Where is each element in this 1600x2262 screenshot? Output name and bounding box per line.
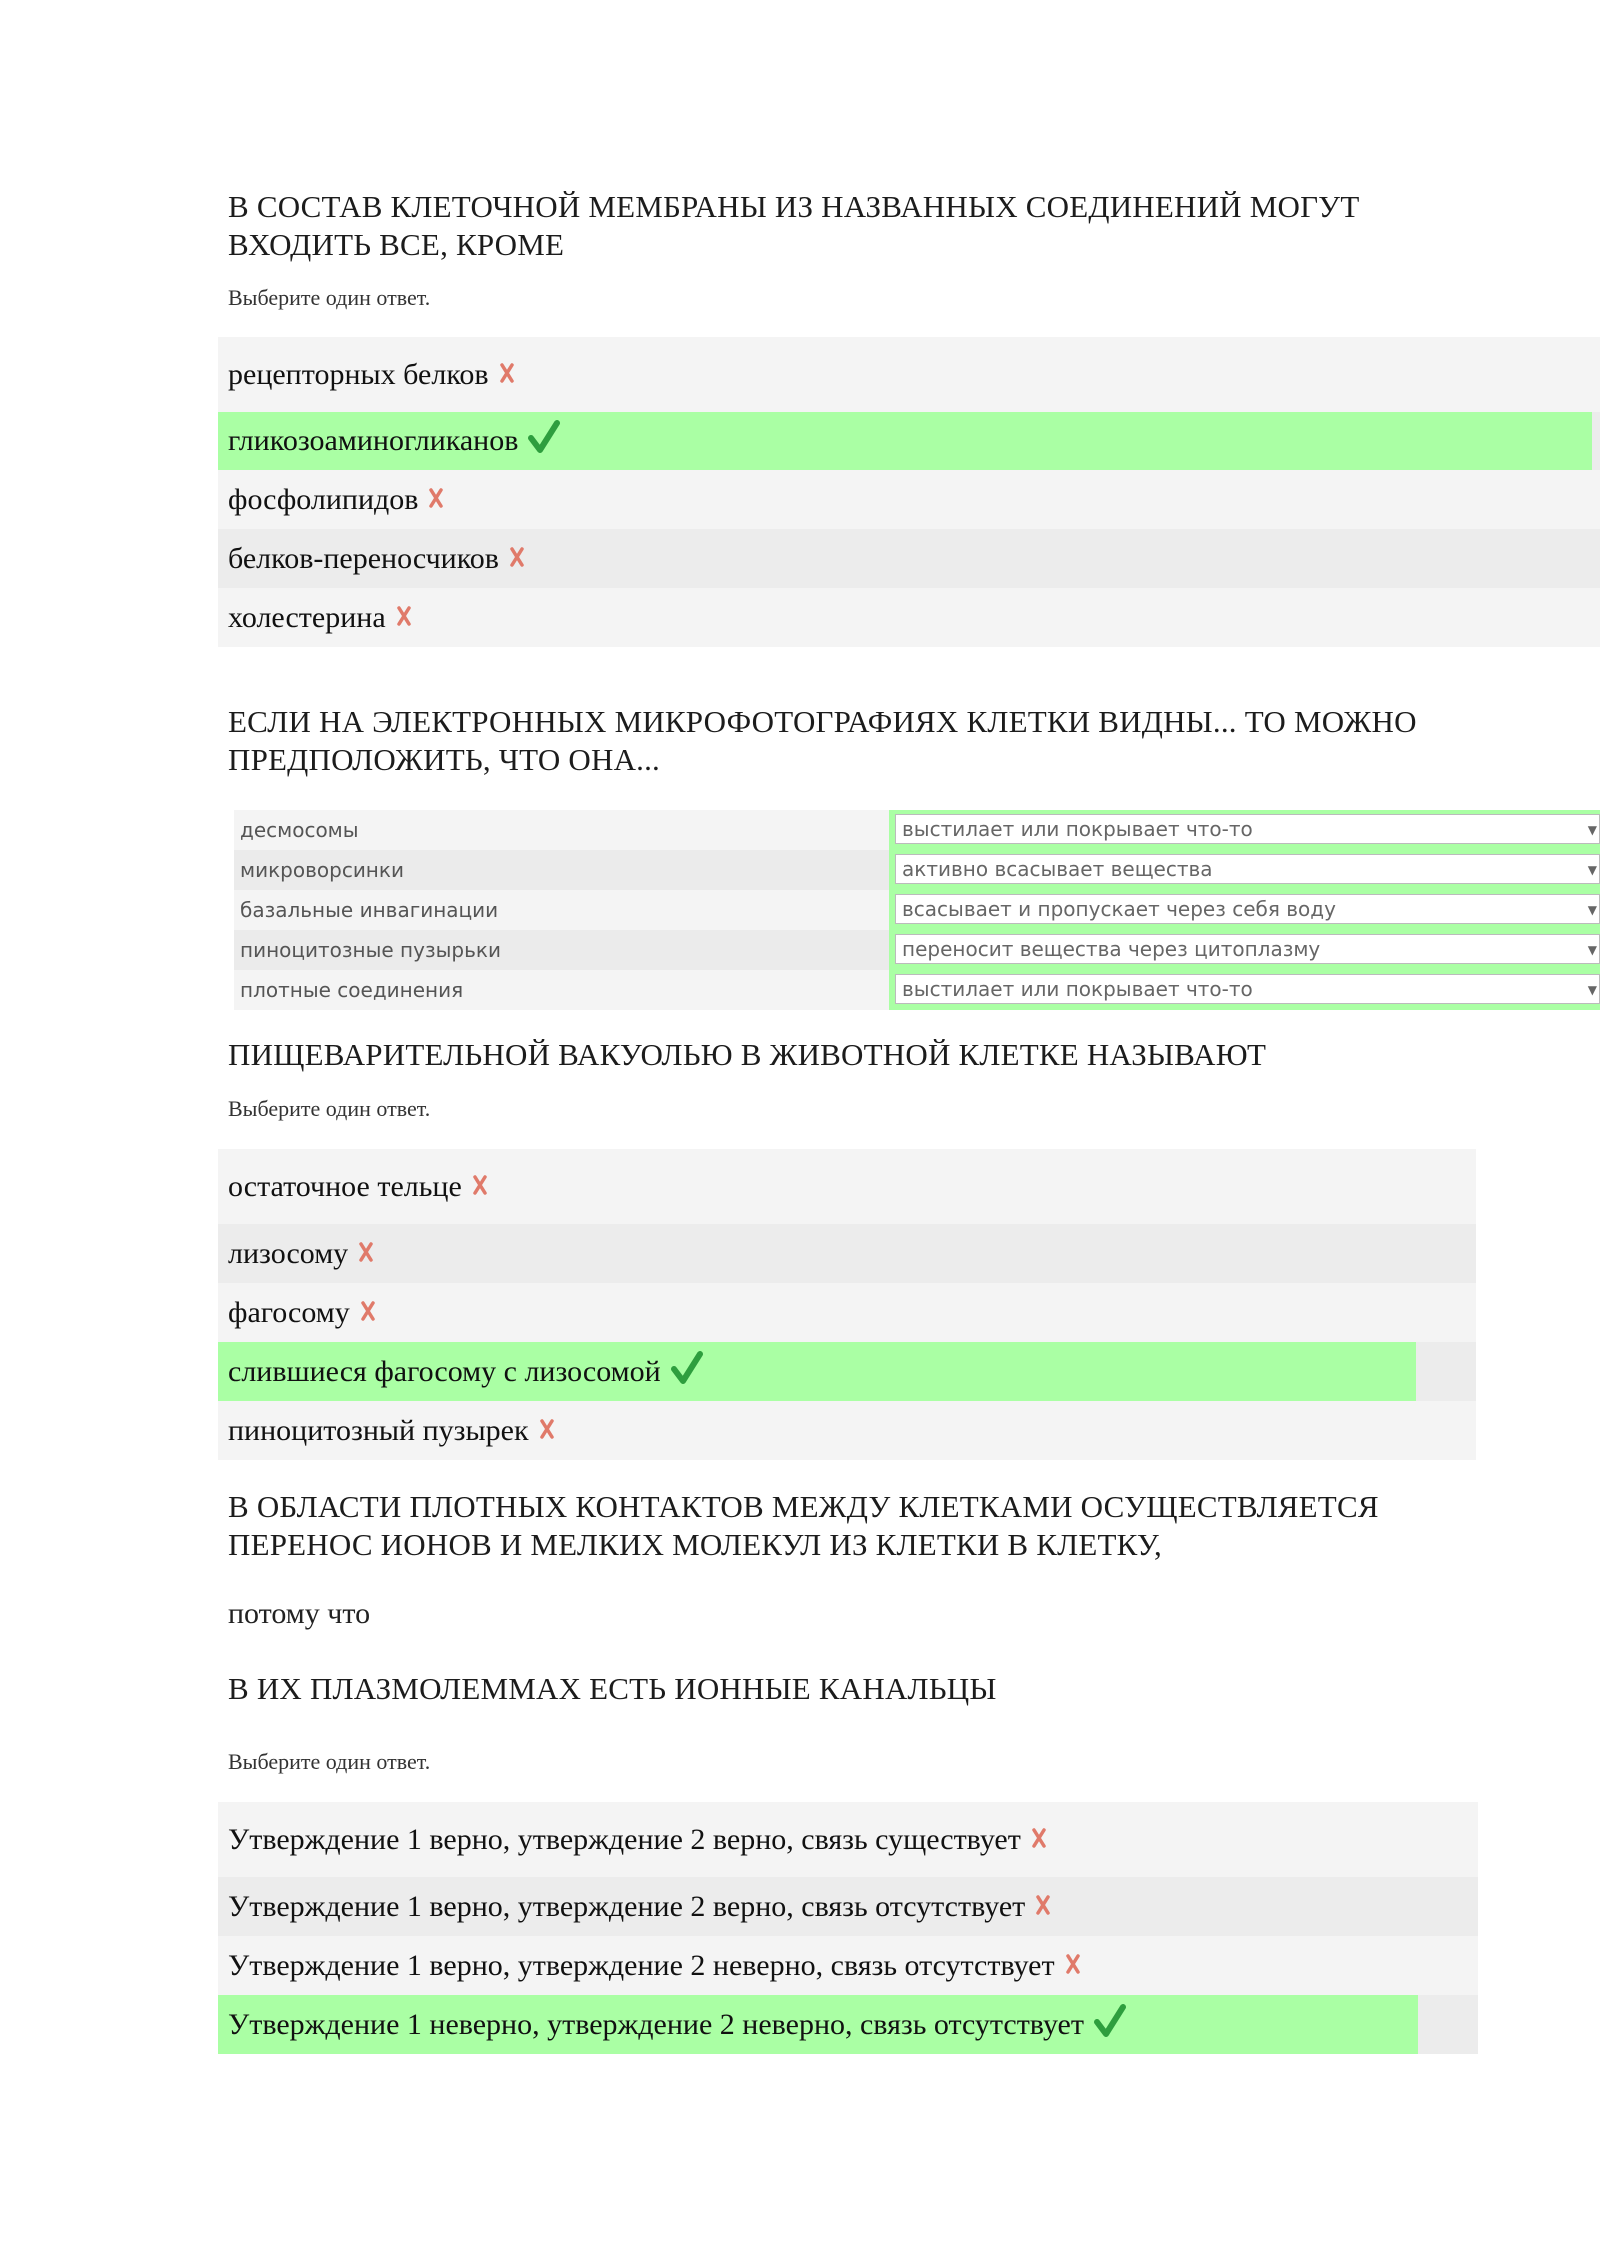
matching-select[interactable] (895, 894, 1600, 924)
answer-option[interactable] (218, 1936, 1478, 1995)
dropdown-arrow-icon: ▼ (1587, 943, 1597, 957)
cross-icon (472, 1170, 488, 1204)
answer-option[interactable] (218, 588, 1600, 647)
check-icon (671, 1351, 703, 1393)
matching-select[interactable] (895, 974, 1600, 1004)
question-3-title: ПИЩЕВАРИТЕЛЬНОЙ ВАКУОЛЬЮ В ЖИВОТНОЙ КЛЕТКЕ НАЗЫВАЮТ (228, 1037, 1267, 1072)
question-2-title-line-1: ЕСЛИ НА ЭЛЕКТРОННЫХ МИКРОФОТОГРАФИЯХ КЛЕТКИ ВИДНЫ... ТО МОЖНО (228, 704, 1417, 739)
question-2-title (228, 703, 1417, 779)
matching-select-value: всасывает и пропускает через себя воду (902, 897, 1336, 921)
cross-icon (360, 1296, 376, 1330)
answer-option[interactable] (218, 1802, 1478, 1877)
matching-table (234, 810, 1600, 1010)
answer-option-label: слившиеся фагосому с лизосомой (228, 1354, 661, 1388)
answer-option[interactable] (218, 1224, 1476, 1283)
question-2-title-line-2: ПРЕДПОЛОЖИТЬ, ЧТО ОНА... (228, 742, 661, 777)
question-1-title (228, 188, 1359, 264)
answer-option-label: фагосому (228, 1295, 350, 1329)
dropdown-arrow-icon: ▼ (1587, 863, 1597, 877)
question-4-title-line-2: ПЕРЕНОС ИОНОВ И МЕЛКИХ МОЛЕКУЛ ИЗ КЛЕТКИ В КЛЕТКУ, (228, 1527, 1162, 1562)
check-icon (1094, 2004, 1126, 2046)
matching-select[interactable] (895, 814, 1600, 844)
matching-select-value: переносит вещества через цитоплазму (902, 937, 1321, 961)
question-4-because: потому что (228, 1597, 371, 1630)
cross-icon (396, 601, 412, 635)
matching-row-label: микроворсинки (240, 858, 404, 882)
answer-option[interactable] (218, 529, 1600, 588)
answer-option[interactable] (218, 1283, 1476, 1342)
matching-select-correct-highlight (889, 890, 1600, 930)
answer-option-label: Утверждение 1 верно, утверждение 2 верно, связь существует (228, 1822, 1021, 1856)
matching-row (234, 930, 1600, 970)
question-1-options (218, 337, 1600, 647)
question-4-hint: Выберите один ответ. (228, 1749, 431, 1774)
matching-row (234, 810, 1600, 850)
matching-row-label: плотные соединения (240, 978, 464, 1002)
question-3-hint: Выберите один ответ. (228, 1096, 431, 1121)
cross-icon (509, 542, 525, 576)
question-4-title (228, 1488, 1379, 1564)
matching-select[interactable] (895, 854, 1600, 884)
matching-row (234, 890, 1600, 930)
matching-select-correct-highlight (889, 810, 1600, 850)
answer-option-label: холестерина (228, 600, 386, 634)
cross-icon (428, 483, 444, 517)
question-1-title-line-1: В СОСТАВ КЛЕТОЧНОЙ МЕМБРАНЫ ИЗ НАЗВАННЫХ СОЕДИНЕНИЙ МОГУТ (228, 189, 1360, 224)
dropdown-arrow-icon: ▼ (1587, 823, 1597, 837)
matching-select-value: выстилает или покрывает что-то (902, 977, 1253, 1001)
answer-option-label: Утверждение 1 верно, утверждение 2 неверно, связь отсутствует (228, 1948, 1055, 1982)
answer-option[interactable] (218, 1149, 1476, 1224)
cross-icon (499, 358, 515, 392)
matching-select-correct-highlight (889, 850, 1600, 890)
answer-option[interactable] (218, 1401, 1476, 1460)
answer-option-correct[interactable] (218, 1342, 1476, 1401)
cross-icon (1031, 1823, 1047, 1857)
answer-option[interactable] (218, 337, 1600, 412)
matching-select-value: активно всасывает вещества (902, 857, 1213, 881)
matching-row-label: десмосомы (240, 818, 359, 842)
cross-icon (1035, 1890, 1051, 1924)
cross-icon (539, 1414, 555, 1448)
answer-option-label: фосфолипидов (228, 482, 419, 516)
dropdown-arrow-icon: ▼ (1587, 903, 1597, 917)
matching-row (234, 970, 1600, 1010)
question-1-hint: Выберите один ответ. (228, 285, 431, 310)
answer-option-label: пиноцитозный пузырек (228, 1413, 529, 1447)
answer-option-correct[interactable] (218, 412, 1600, 470)
answer-option-label: Утверждение 1 неверно, утверждение 2 неверно, связь отсутствует (228, 2007, 1084, 2041)
cross-icon (1065, 1949, 1081, 1983)
matching-row (234, 850, 1600, 890)
question-4-statement-2: В ИХ ПЛАЗМОЛЕММАХ ЕСТЬ ИОННЫЕ КАНАЛЬЦЫ (228, 1671, 997, 1706)
dropdown-arrow-icon: ▼ (1587, 983, 1597, 997)
answer-option[interactable] (218, 1877, 1478, 1936)
answer-option-label: Утверждение 1 верно, утверждение 2 верно, связь отсутствует (228, 1889, 1026, 1923)
answer-option[interactable] (218, 470, 1600, 529)
question-4-options (218, 1802, 1478, 2054)
matching-select-correct-highlight (889, 970, 1600, 1010)
answer-option-label: рецепторных белков (228, 357, 489, 391)
matching-select[interactable] (895, 934, 1600, 964)
answer-option-label: остаточное тельце (228, 1169, 462, 1203)
question-1-title-line-2: ВХОДИТЬ ВСЕ, КРОМЕ (228, 227, 565, 262)
answer-option-label: лизосому (228, 1236, 349, 1270)
answer-option-label: белков-переносчиков (228, 541, 499, 575)
matching-select-value: выстилает или покрывает что-то (902, 817, 1253, 841)
answer-option-correct[interactable] (218, 1995, 1478, 2054)
question-3-options (218, 1149, 1476, 1460)
matching-row-label: базальные инвагинации (240, 898, 499, 922)
matching-select-correct-highlight (889, 930, 1600, 970)
question-4-title-line-1: В ОБЛАСТИ ПЛОТНЫХ КОНТАКТОВ МЕЖДУ КЛЕТКАМИ ОСУЩЕСТВЛЯЕТСЯ (228, 1489, 1379, 1524)
check-icon (528, 420, 560, 462)
answer-option-label: гликозоаминогликанов (228, 424, 519, 457)
cross-icon (358, 1237, 374, 1271)
matching-row-label: пиноцитозные пузырьки (240, 938, 501, 962)
